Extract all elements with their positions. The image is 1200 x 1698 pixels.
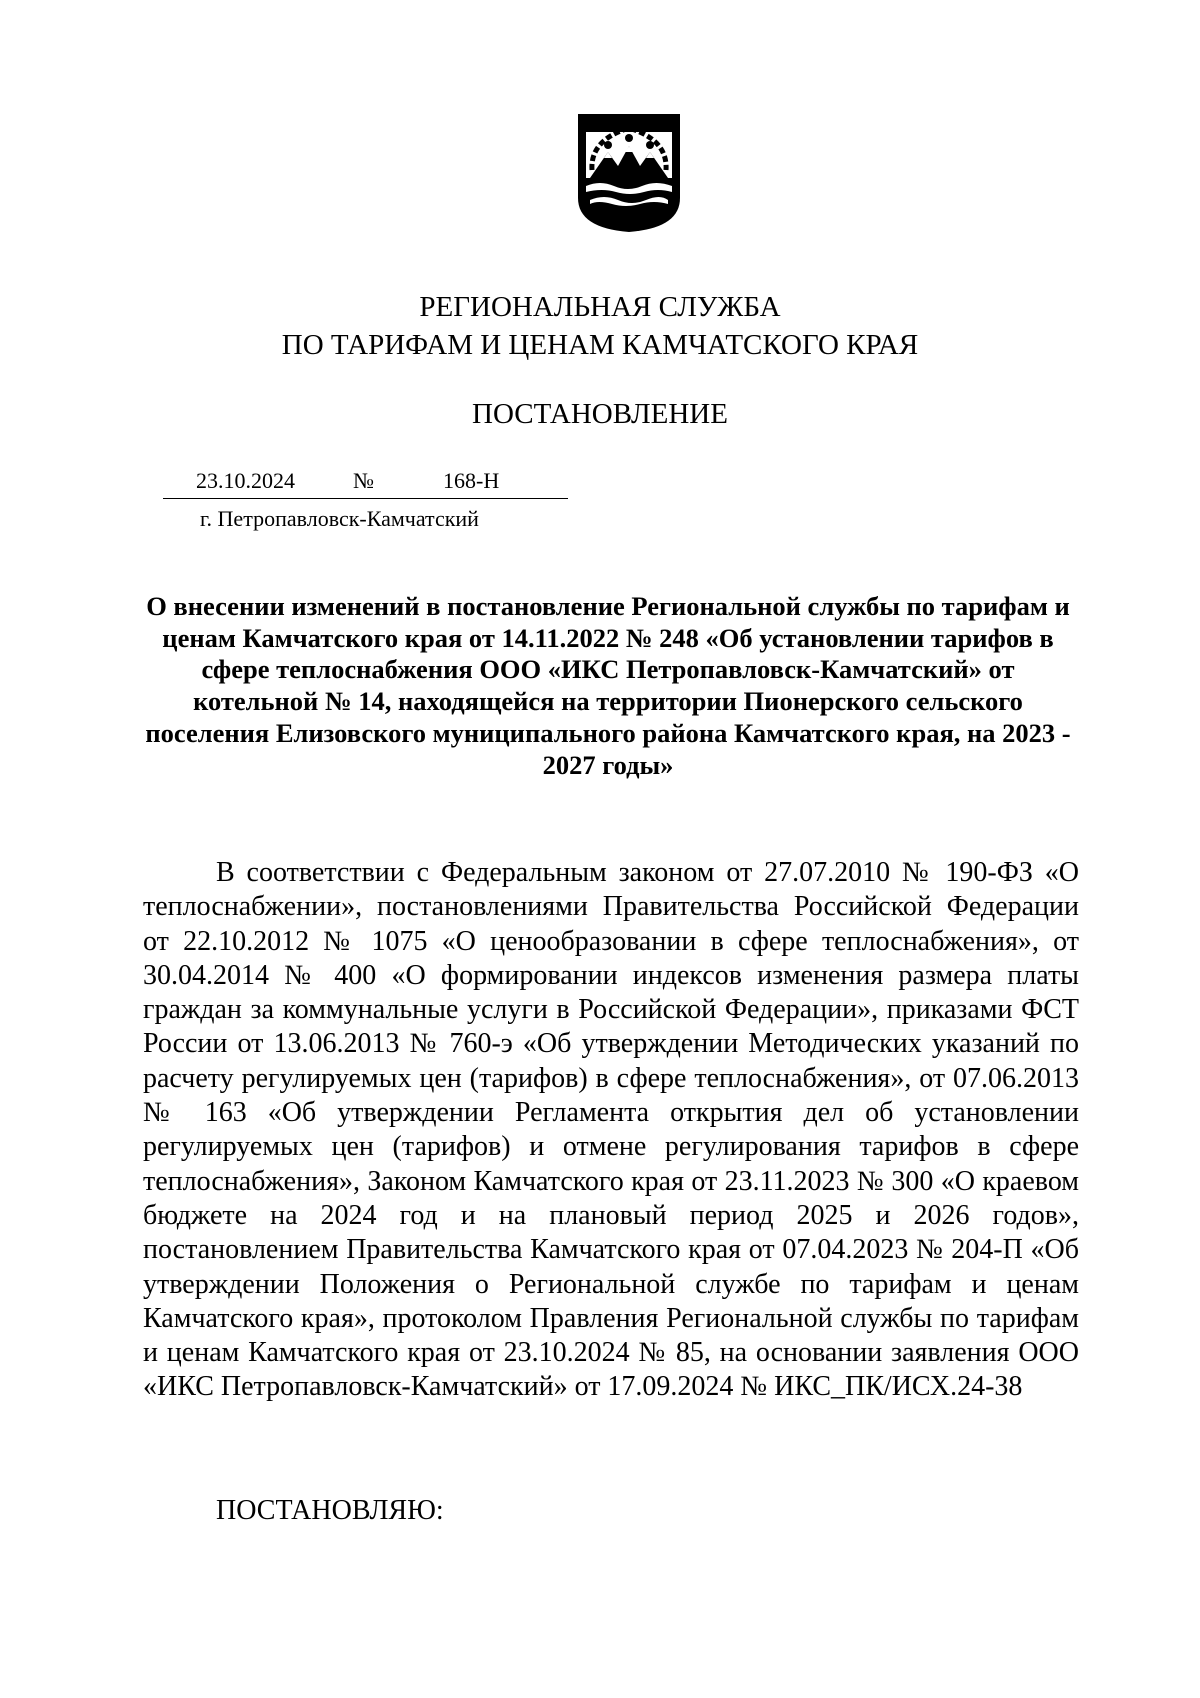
document-title: О внесении изменений в постановление Региональной службы по тарифам и ценам Камчатского края от 14.11.2022 № 248 «Об установлении тарифов в сфере теплоснабжения ООО «ИКС Петропавловск-Камчатский» от котельной № 14, находящейся на территории Пионерского сельского поселения Елизовского муниципального района Камчатского края, на 2023 - 2027 годы» bbox=[145, 591, 1071, 780]
registration-number: 168-Н bbox=[443, 468, 500, 493]
agency-name-line-1: РЕГИОНАЛЬНАЯ СЛУЖБА bbox=[419, 291, 781, 323]
kamchatka-coat-of-arms-icon bbox=[576, 112, 682, 234]
city-name: г. Петропавловск-Камчатский bbox=[200, 506, 479, 531]
decree-heading: ПОСТАНОВЛЯЮ: bbox=[216, 1495, 444, 1526]
preamble bbox=[143, 856, 1079, 1405]
agency-name bbox=[0, 288, 1200, 364]
document-type: ПОСТАНОВЛЕНИЕ bbox=[472, 398, 728, 430]
preamble-paragraph: В соответствии с Федеральным законом от 27.07.2010 № 190-ФЗ «О теплоснабжении», постановлениями Правительства Российской Федерации от 22.10.2012 № 1075 «О ценообразовании в сфере теплоснабжения», от 30.04.2014 № 400 «О формировании индексов изменения размера платы граждан за коммунальные услуги в Российской Федерации», приказами ФСТ России от 13.06.2013 № 760-э «Об утверждении Методических указаний по расчету регулируемых цен (тарифов) в сфере теплоснабжения», от 07.06.2013 № 163 «Об утверждении Регламента открытия дел об установлении регулируемых цен (тарифов) и отмене регулирования тарифов в сфере теплоснабжения», Законом Камчатского края от 23.11.2023 № 300 «О краевом бюджете на 2024 год и на плановый период 2025 и 2026 годов», постановлением Правительства Камчатского края от 07.04.2023 № 204-П «Об утверждении Положения о Региональной службе по тарифам и ценам Камчатского края», протоколом Правления Региональной службы по тарифам и ценам Камчатского края от 23.10.2024 № 85, на основании заявления ООО «ИКС Петропавловск-Камчатский» от 17.09.2024 № ИКС_ПК/ИСХ.24-38 bbox=[143, 857, 1079, 1403]
number-sign: № bbox=[353, 468, 374, 493]
registration-date: 23.10.2024 bbox=[196, 468, 295, 493]
agency-name-line-2: ПО ТАРИФАМ И ЦЕНАМ КАМЧАТСКОГО КРАЯ bbox=[281, 329, 919, 361]
registration-line bbox=[163, 466, 568, 499]
